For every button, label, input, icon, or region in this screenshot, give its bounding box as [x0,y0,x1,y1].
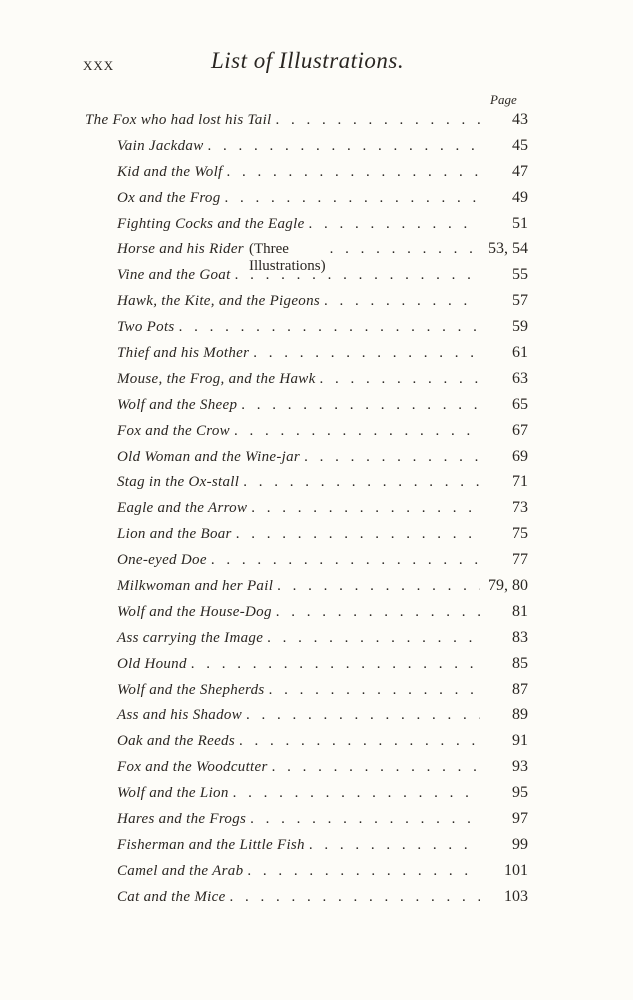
entry-title: Ass and his Shadow [117,707,242,724]
entry-page-number: 75 [512,525,528,543]
entry-title: Stag in the Ox-stall [117,474,240,491]
list-item [0,215,633,241]
leader-dots [179,319,480,336]
leader-dots [276,112,480,129]
list-item [0,473,633,499]
entry-title: Ox and the Frog [117,189,221,206]
leader-dots [230,889,480,906]
illustrations-list [0,111,633,914]
leader-dots [227,164,480,181]
entry-page-number: 59 [512,318,528,336]
leader-dots [234,423,480,440]
entry-page-number: 93 [512,758,528,776]
entry-page-number: 103 [504,887,528,905]
leader-dots [246,707,480,724]
entry-title: Hares and the Frogs [117,811,247,828]
leader-dots [277,578,480,595]
entry-page-number: 69 [512,447,528,465]
list-item [0,292,633,318]
entry-page-number: 89 [512,706,528,724]
entry-title: Two Pots [117,319,175,336]
entry-title: Old Hound [117,655,187,672]
entry-title: Fisherman and the Little Fish [117,836,305,853]
entry-note: (Three Illustrations) [248,241,326,275]
entry-title: Oak and the Reeds [117,733,235,750]
entry-page-number: 83 [512,628,528,646]
entry-title: Horse and his Rider [117,241,244,258]
entry-title: Camel and the Arab [117,862,244,879]
entry-title: Thief and his Mother [117,345,250,362]
list-item [0,862,633,888]
list-item [0,629,633,655]
leader-dots [267,630,480,647]
list-item [0,810,633,836]
leader-dots [330,241,480,258]
entry-page-number: 73 [512,499,528,517]
entry-page-number: 87 [512,680,528,698]
entry-title: Hawk, the Kite, and the Pigeons [117,293,321,310]
list-item [0,836,633,862]
leader-dots [233,785,480,802]
leader-dots [304,449,480,466]
leader-dots [253,345,480,362]
list-item [0,189,633,215]
page-header [83,48,523,78]
leader-dots [191,656,480,673]
page-number: xxx [83,54,115,75]
entry-page-number: 47 [512,162,528,180]
entry-page-number: 95 [512,784,528,802]
entry-title: Cat and the Mice [117,888,226,905]
list-item [0,137,633,163]
leader-dots [320,371,480,388]
entry-title: Eagle and the Arrow [117,500,248,517]
entry-page-number: 99 [512,835,528,853]
entry-title: One-eyed Doe [117,552,207,569]
list-item [0,706,633,732]
list-item [0,655,633,681]
entry-title: Ass carrying the Image [117,629,264,646]
list-item [0,396,633,422]
list-item [0,163,633,189]
entry-title: Mouse, the Frog, and the Hawk [117,370,316,387]
leader-dots [211,552,480,569]
list-item [0,266,633,292]
leader-dots [236,526,480,543]
list-item [0,888,633,914]
entry-page-number: 45 [512,136,528,154]
list-item [0,318,633,344]
list-item [0,732,633,758]
entry-page-number: 77 [512,551,528,569]
list-item [0,499,633,525]
entry-title: The Fox who had lost his Tail [85,112,272,128]
list-item [0,344,633,370]
page-title: List of Illustrations. [211,48,405,73]
entry-page-number: 53, 54 [488,240,528,258]
entry-title: Vain Jackdaw [117,137,204,154]
leader-dots [243,474,480,491]
entry-page-number: 65 [512,395,528,413]
entry-page-number: 71 [512,473,528,491]
entry-page-number: 51 [512,214,528,232]
leader-dots [247,863,480,880]
entry-page-number: 63 [512,369,528,387]
list-item [0,577,633,603]
leader-dots [269,682,480,699]
list-item [0,525,633,551]
entry-page-number: 79, 80 [488,577,528,595]
leader-dots [309,837,480,854]
leader-dots [235,267,480,284]
entry-page-number: 61 [512,344,528,362]
leader-dots [309,216,480,233]
leader-dots [324,293,480,310]
entry-page-number: 55 [512,266,528,284]
entry-title: Wolf and the Shepherds [117,681,265,698]
list-item [0,111,633,137]
entry-page-number: 57 [512,292,528,310]
list-item [0,448,633,474]
entry-title: Kid and the Wolf [117,163,223,180]
entry-page-number: 81 [512,602,528,620]
list-item [0,422,633,448]
list-item [0,603,633,629]
leader-dots [208,138,481,155]
leader-dots [225,190,480,207]
list-item [0,551,633,577]
entry-title: Vine and the Goat [117,267,231,284]
entry-page-number: 97 [512,810,528,828]
leader-dots [250,811,480,828]
entry-page-number: 43 [512,111,528,128]
list-item [0,758,633,784]
entry-title: Wolf and the House-Dog [117,603,272,620]
leader-dots [251,500,480,517]
entry-title: Fox and the Woodcutter [117,759,268,776]
entry-title: Fox and the Crow [117,422,230,439]
page-column-heading: Page [490,92,517,107]
entry-title: Milkwoman and her Pail [117,578,274,595]
entry-page-number: 49 [512,188,528,206]
entry-page-number: 101 [504,861,528,879]
entry-title: Lion and the Boar [117,526,232,543]
entry-page-number: 67 [512,421,528,439]
entry-title: Old Woman and the Wine-jar [117,448,301,465]
entry-title: Fighting Cocks and the Eagle [117,215,305,232]
entry-page-number: 91 [512,732,528,750]
list-item [0,681,633,707]
list-item [0,784,633,810]
entry-title: Wolf and the Lion [117,785,229,802]
entry-page-number: 85 [512,654,528,672]
entry-title: Wolf and the Sheep [117,396,238,413]
leader-dots [239,733,480,750]
leader-dots [272,759,480,776]
list-item [0,370,633,396]
leader-dots [276,604,480,621]
leader-dots [241,397,480,414]
